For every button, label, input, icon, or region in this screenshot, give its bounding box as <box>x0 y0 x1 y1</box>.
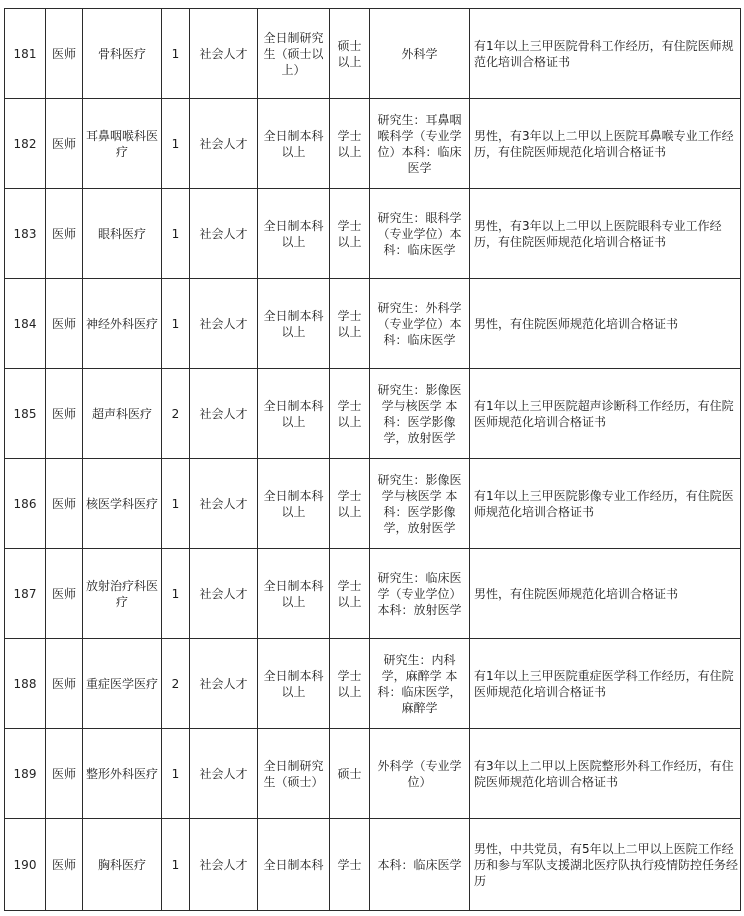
recruit-type-cell: 社会人才 <box>190 819 258 911</box>
degree-cell: 学士以上 <box>330 189 370 279</box>
position-cell: 医师 <box>46 369 83 459</box>
recruitment-table <box>4 8 741 911</box>
degree-cell: 学士以上 <box>330 459 370 549</box>
degree-cell: 硕士以上 <box>330 9 370 99</box>
row-number-cell: 181 <box>5 9 46 99</box>
department-cell: 放射治疗科医疗 <box>83 549 162 639</box>
row-number-cell: 190 <box>5 819 46 911</box>
row-number-cell: 182 <box>5 99 46 189</box>
row-number-cell: 185 <box>5 369 46 459</box>
major-cell: 研究生：内科学，麻醉学 本科：临床医学，麻醉学 <box>370 639 470 729</box>
department-cell: 眼科医疗 <box>83 189 162 279</box>
degree-cell: 学士以上 <box>330 369 370 459</box>
degree-cell: 学士 <box>330 819 370 911</box>
headcount-cell: 1 <box>162 819 190 911</box>
degree-cell: 学士以上 <box>330 279 370 369</box>
degree-cell: 学士以上 <box>330 99 370 189</box>
degree-cell: 学士以上 <box>330 639 370 729</box>
position-cell: 医师 <box>46 639 83 729</box>
table-row <box>5 459 741 549</box>
row-number-cell: 184 <box>5 279 46 369</box>
headcount-cell: 2 <box>162 639 190 729</box>
requirements-cell: 男性，有3年以上二甲以上医院眼科专业工作经历，有住院医师规范化培训合格证书 <box>470 189 741 279</box>
major-cell: 外科学 <box>370 9 470 99</box>
education-cell: 全日制本科以上 <box>258 189 330 279</box>
major-cell: 外科学（专业学位） <box>370 729 470 819</box>
department-cell: 骨科医疗 <box>83 9 162 99</box>
position-cell: 医师 <box>46 99 83 189</box>
table-body <box>5 9 741 911</box>
table-row <box>5 549 741 639</box>
row-number-cell: 187 <box>5 549 46 639</box>
headcount-cell: 1 <box>162 459 190 549</box>
headcount-cell: 1 <box>162 189 190 279</box>
department-cell: 胸科医疗 <box>83 819 162 911</box>
recruit-type-cell: 社会人才 <box>190 99 258 189</box>
table-row <box>5 99 741 189</box>
department-cell: 核医学科医疗 <box>83 459 162 549</box>
headcount-cell: 1 <box>162 279 190 369</box>
department-cell: 重症医学医疗 <box>83 639 162 729</box>
education-cell: 全日制本科以上 <box>258 639 330 729</box>
table-row <box>5 189 741 279</box>
department-cell: 整形外科医疗 <box>83 729 162 819</box>
row-number-cell: 188 <box>5 639 46 729</box>
major-cell: 研究生：影像医学与核医学 本科：医学影像学，放射医学 <box>370 369 470 459</box>
table-row <box>5 369 741 459</box>
row-number-cell: 189 <box>5 729 46 819</box>
education-cell: 全日制本科以上 <box>258 279 330 369</box>
major-cell: 研究生：眼科学（专业学位）本科：临床医学 <box>370 189 470 279</box>
position-cell: 医师 <box>46 729 83 819</box>
headcount-cell: 1 <box>162 729 190 819</box>
degree-cell: 学士以上 <box>330 549 370 639</box>
position-cell: 医师 <box>46 819 83 911</box>
department-cell: 超声科医疗 <box>83 369 162 459</box>
position-cell: 医师 <box>46 279 83 369</box>
requirements-cell: 有1年以上三甲医院骨科工作经历，有住院医师规范化培训合格证书 <box>470 9 741 99</box>
table-row <box>5 279 741 369</box>
headcount-cell: 1 <box>162 9 190 99</box>
education-cell: 全日制本科以上 <box>258 549 330 639</box>
headcount-cell: 2 <box>162 369 190 459</box>
requirements-cell: 有1年以上三甲医院超声诊断科工作经历，有住院医师规范化培训合格证书 <box>470 369 741 459</box>
major-cell: 研究生：耳鼻咽喉科学（专业学位）本科：临床医学 <box>370 99 470 189</box>
position-cell: 医师 <box>46 189 83 279</box>
row-number-cell: 183 <box>5 189 46 279</box>
requirements-cell: 男性，有3年以上二甲以上医院耳鼻喉专业工作经历，有住院医师规范化培训合格证书 <box>470 99 741 189</box>
table-row <box>5 729 741 819</box>
education-cell: 全日制研究生（硕士） <box>258 729 330 819</box>
major-cell: 本科：临床医学 <box>370 819 470 911</box>
table-row <box>5 9 741 99</box>
education-cell: 全日制本科 <box>258 819 330 911</box>
requirements-cell: 男性，有住院医师规范化培训合格证书 <box>470 549 741 639</box>
major-cell: 研究生：外科学（专业学位）本科：临床医学 <box>370 279 470 369</box>
requirements-cell: 男性，有住院医师规范化培训合格证书 <box>470 279 741 369</box>
requirements-cell: 有3年以上二甲以上医院整形外科工作经历，有住院医师规范化培训合格证书 <box>470 729 741 819</box>
table-row <box>5 639 741 729</box>
department-cell: 耳鼻咽喉科医疗 <box>83 99 162 189</box>
department-cell: 神经外科医疗 <box>83 279 162 369</box>
requirements-cell: 男性，中共党员，有5年以上二甲以上医院工作经历和参与军队支援湖北医疗队执行疫情防控任务经历 <box>470 819 741 911</box>
position-cell: 医师 <box>46 549 83 639</box>
recruit-type-cell: 社会人才 <box>190 9 258 99</box>
table-row <box>5 819 741 911</box>
major-cell: 研究生：临床医学（专业学位）本科：放射医学 <box>370 549 470 639</box>
education-cell: 全日制本科以上 <box>258 99 330 189</box>
headcount-cell: 1 <box>162 99 190 189</box>
position-cell: 医师 <box>46 459 83 549</box>
recruit-type-cell: 社会人才 <box>190 459 258 549</box>
headcount-cell: 1 <box>162 549 190 639</box>
recruit-type-cell: 社会人才 <box>190 729 258 819</box>
major-cell: 研究生：影像医学与核医学 本科：医学影像学，放射医学 <box>370 459 470 549</box>
education-cell: 全日制研究生（硕士以上） <box>258 9 330 99</box>
row-number-cell: 186 <box>5 459 46 549</box>
requirements-cell: 有1年以上三甲医院影像专业工作经历，有住院医师规范化培训合格证书 <box>470 459 741 549</box>
recruit-type-cell: 社会人才 <box>190 369 258 459</box>
education-cell: 全日制本科以上 <box>258 459 330 549</box>
recruit-type-cell: 社会人才 <box>190 189 258 279</box>
position-cell: 医师 <box>46 9 83 99</box>
recruit-type-cell: 社会人才 <box>190 639 258 729</box>
degree-cell: 硕士 <box>330 729 370 819</box>
recruit-type-cell: 社会人才 <box>190 549 258 639</box>
requirements-cell: 有1年以上三甲医院重症医学科工作经历，有住院医师规范化培训合格证书 <box>470 639 741 729</box>
recruitment-table-page <box>4 8 740 912</box>
recruit-type-cell: 社会人才 <box>190 279 258 369</box>
education-cell: 全日制本科以上 <box>258 369 330 459</box>
